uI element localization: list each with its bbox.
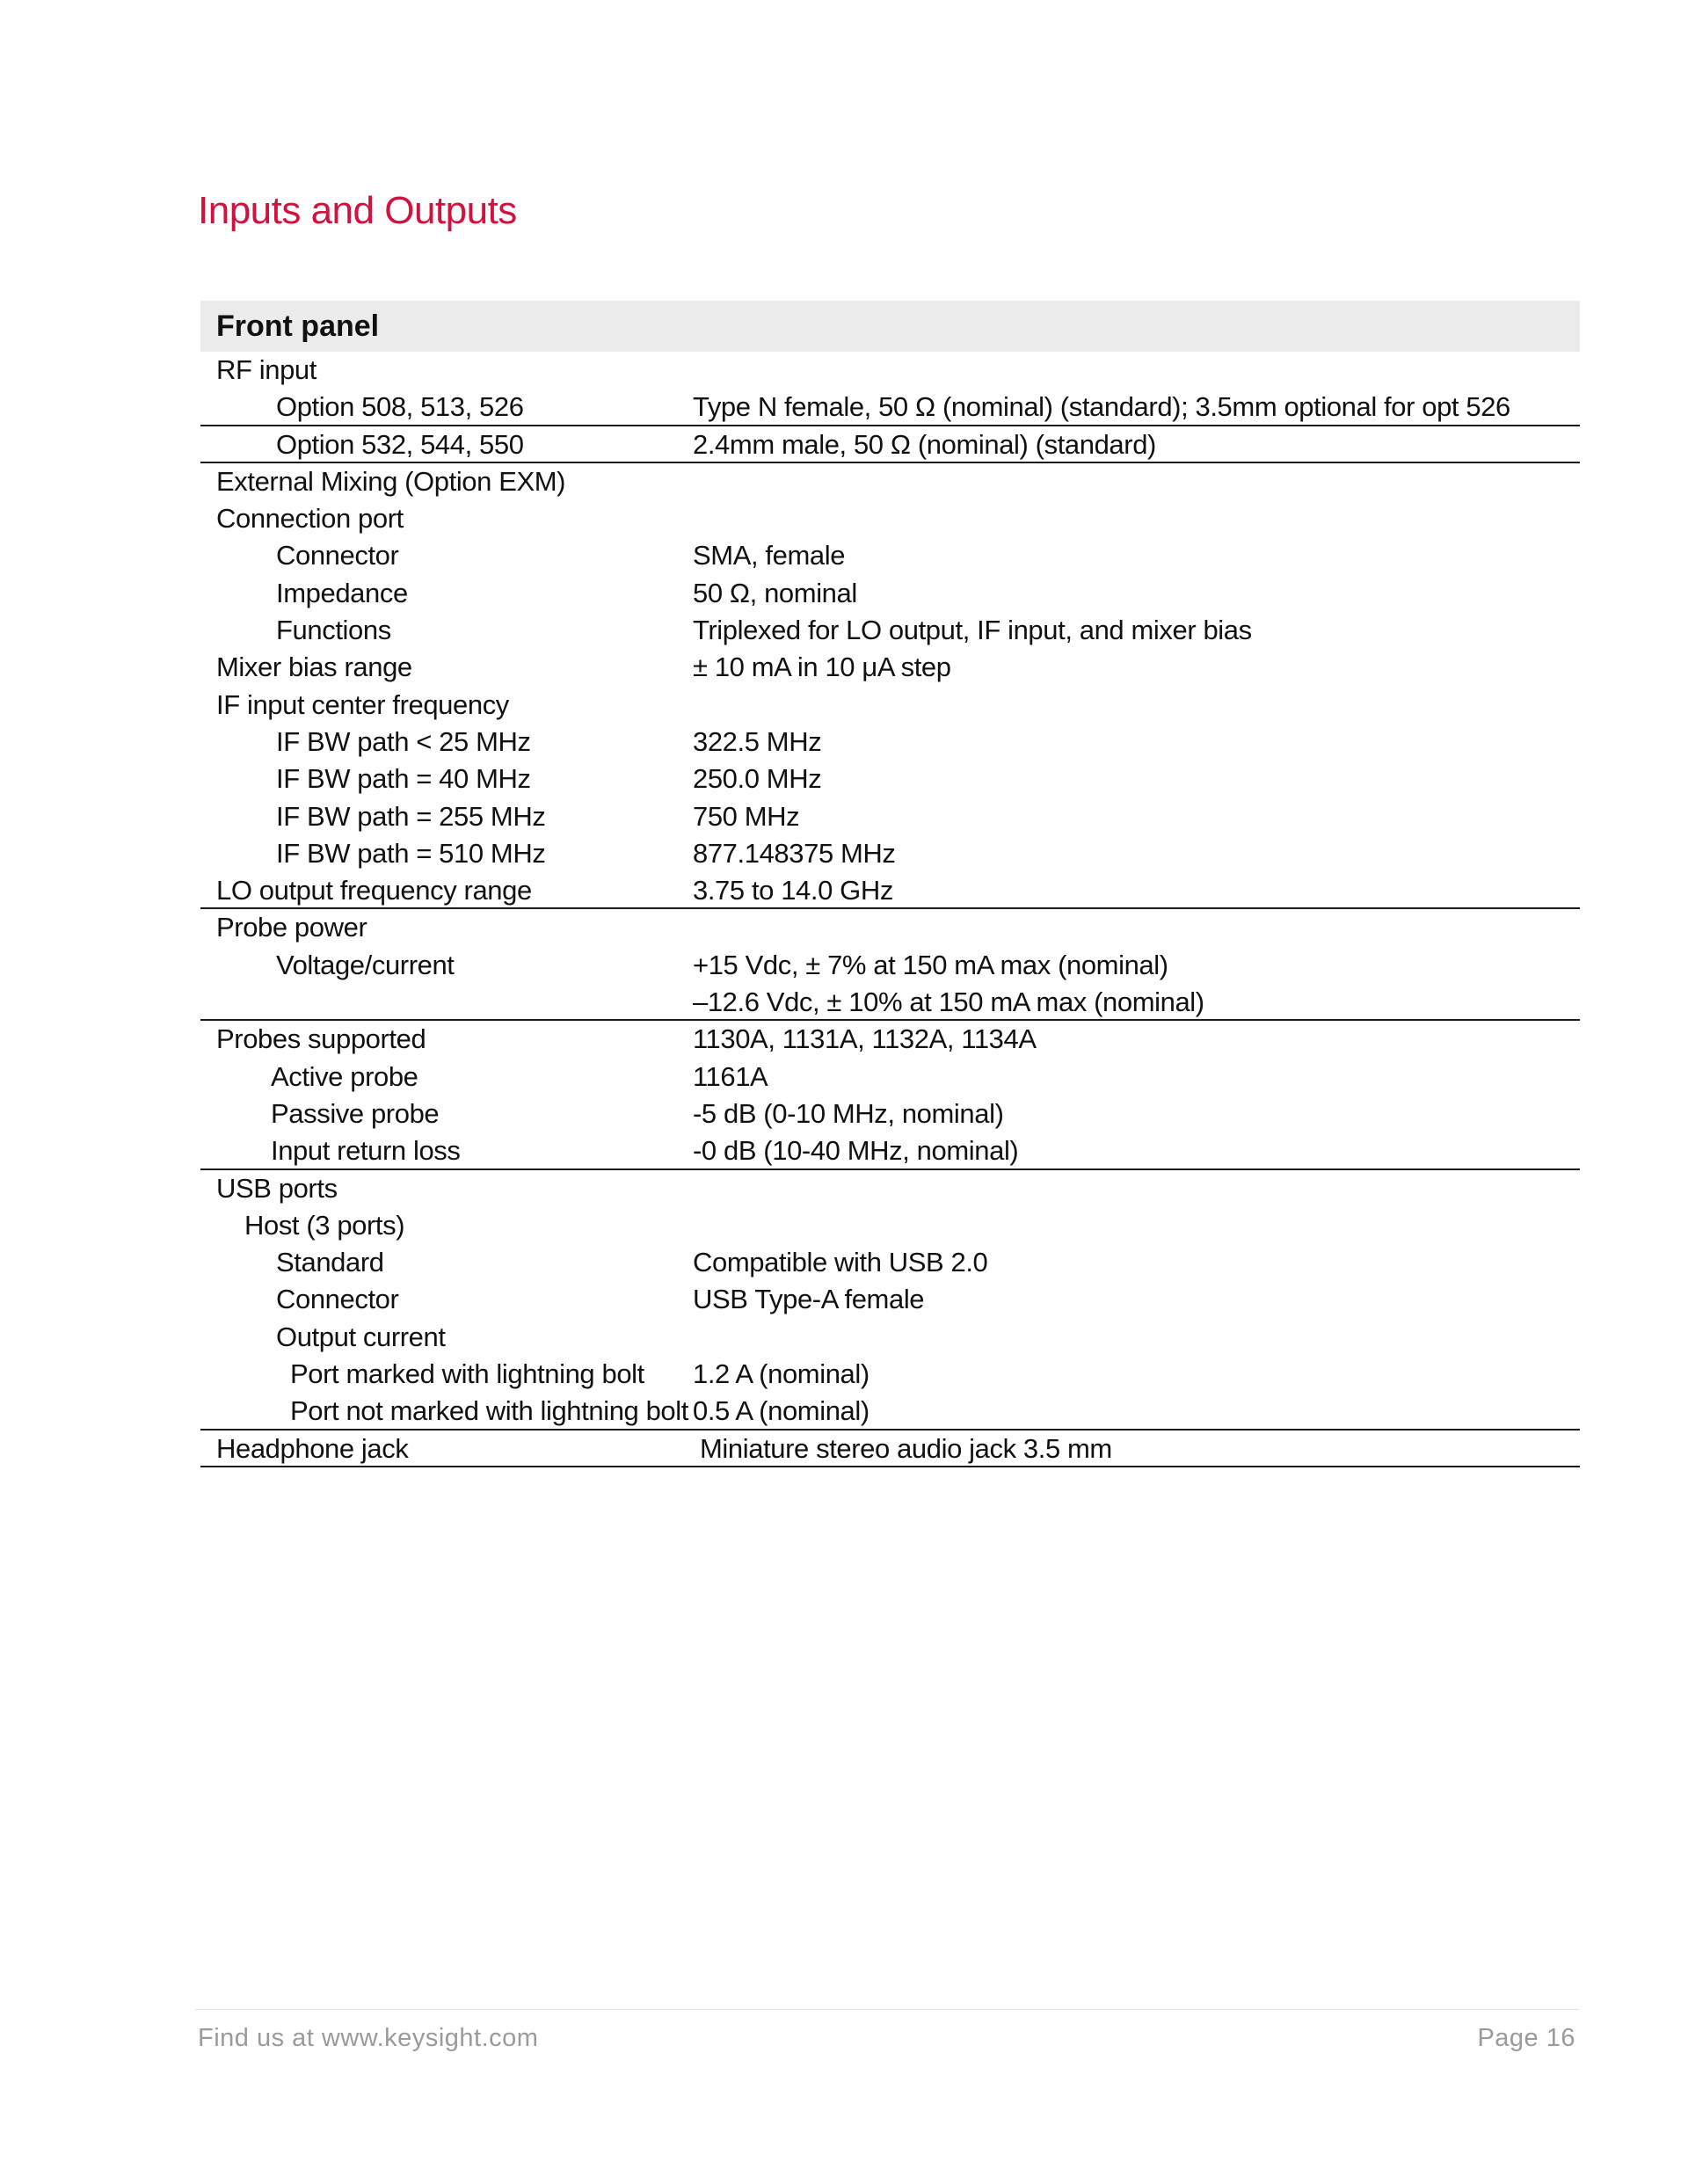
param-value: 1.2 A (nominal) — [693, 1358, 869, 1390]
param-value — [693, 909, 1580, 946]
table-row — [200, 687, 1580, 724]
param-label: Connector — [276, 1284, 399, 1315]
param-label: Option 508, 513, 526 — [276, 391, 524, 423]
param-value: 750 MHz — [693, 800, 800, 832]
table-row — [200, 798, 1580, 835]
param-value: 0.5 A (nominal) — [693, 1395, 869, 1427]
param-value: SMA, female — [693, 540, 846, 571]
table-row — [200, 1393, 1580, 1430]
param-label: Probe power — [216, 912, 367, 943]
footer-website: Find us at www.keysight.com — [198, 2024, 539, 2052]
spec-table — [200, 301, 1580, 1467]
table-row — [200, 1059, 1580, 1096]
table-row — [200, 1207, 1580, 1244]
param-value — [693, 500, 1580, 537]
param-label: Probes supported — [216, 1023, 426, 1055]
table-row — [200, 872, 1580, 909]
table-row — [200, 389, 1580, 426]
param-value: ± 10 mA in 10 μA step — [693, 652, 951, 683]
param-value: 3.75 to 14.0 GHz — [693, 875, 893, 906]
table-row — [200, 463, 1580, 500]
param-value: Miniature stereo audio jack 3.5 mm — [700, 1432, 1112, 1464]
param-value: -5 dB (0-10 MHz, nominal) — [693, 1097, 1004, 1129]
table-row — [200, 1431, 1580, 1467]
param-label: Mixer bias range — [216, 652, 412, 683]
param-label: LO output frequency range — [216, 875, 532, 906]
param-label: Headphone jack — [216, 1432, 409, 1464]
param-label: Active probe — [271, 1060, 418, 1092]
table-row — [200, 612, 1580, 649]
param-label: RF input — [216, 354, 316, 385]
param-value: +15 Vdc, ± 7% at 150 mA max (nominal) — [693, 949, 1168, 980]
param-value: -0 dB (10-40 MHz, nominal) — [693, 1135, 1019, 1167]
param-label: Connection port — [216, 503, 404, 535]
param-label: Connector — [276, 540, 399, 571]
param-label: Passive probe — [271, 1097, 440, 1129]
section-header: Front panel — [200, 301, 1580, 352]
param-value — [693, 1319, 1580, 1356]
param-value: Type N female, 50 Ω (nominal) (standard); 3.5mm optional for opt 526 — [693, 391, 1510, 423]
table-row — [200, 426, 1580, 463]
table-row — [200, 1244, 1580, 1281]
table-row — [200, 1356, 1580, 1393]
param-label: Output current — [276, 1321, 446, 1352]
table-row — [200, 1021, 1580, 1058]
table-row — [200, 537, 1580, 574]
param-label: IF BW path < 25 MHz — [276, 725, 531, 757]
param-label: IF BW path = 510 MHz — [276, 837, 546, 869]
param-value: 322.5 MHz — [693, 725, 822, 757]
param-value: 1130A, 1131A, 1132A, 1134A — [693, 1023, 1037, 1055]
table-row — [200, 1096, 1580, 1132]
param-label: USB ports — [216, 1172, 338, 1204]
table-row — [200, 761, 1580, 797]
param-label: Port marked with lightning bolt — [290, 1358, 644, 1390]
param-value: 877.148375 MHz — [693, 837, 896, 869]
param-label: Impedance — [276, 577, 408, 608]
param-label: IF BW path = 40 MHz — [276, 763, 531, 795]
param-value: USB Type-A female — [693, 1284, 925, 1315]
table-row — [200, 1132, 1580, 1169]
table-row — [200, 1170, 1580, 1207]
param-label: Option 532, 544, 550 — [276, 428, 524, 460]
table-row — [200, 649, 1580, 686]
param-label: External Mixing (Option EXM) — [216, 465, 566, 497]
page-title: Inputs and Outputs — [198, 189, 517, 232]
table-row — [200, 984, 1580, 1021]
param-label: Input return loss — [271, 1135, 461, 1167]
table-row — [200, 835, 1580, 872]
table-row — [200, 352, 1580, 389]
param-value — [693, 352, 1580, 389]
param-value — [693, 463, 1580, 500]
param-label: Functions — [276, 615, 391, 646]
param-value: –12.6 Vdc, ± 10% at 150 mA max (nominal) — [693, 986, 1204, 1018]
param-label: IF BW path = 255 MHz — [276, 800, 546, 832]
table-row — [200, 1319, 1580, 1356]
param-value: 250.0 MHz — [693, 763, 822, 795]
table-row — [200, 909, 1580, 946]
param-value: 1161A — [693, 1060, 768, 1092]
param-value: 50 Ω, nominal — [693, 577, 857, 608]
footer-divider — [195, 2009, 1579, 2010]
param-label: Standard — [276, 1247, 384, 1278]
param-label: Host (3 ports) — [244, 1209, 405, 1241]
param-value: Compatible with USB 2.0 — [693, 1247, 988, 1278]
param-label — [200, 984, 693, 1019]
param-value: 2.4mm male, 50 Ω (nominal) (standard) — [693, 428, 1156, 460]
table-row — [200, 1281, 1580, 1318]
table-row — [200, 947, 1580, 984]
param-label: Port not marked with lightning bolt — [290, 1395, 688, 1427]
table-row — [200, 575, 1580, 612]
param-value — [693, 1170, 1580, 1207]
footer-page-number: Page 16 — [1477, 2024, 1575, 2052]
param-value — [693, 1207, 1580, 1244]
param-label: Voltage/current — [276, 949, 455, 980]
table-row — [200, 500, 1580, 537]
param-value: Triplexed for LO output, IF input, and mixer bias — [693, 615, 1252, 646]
param-label: IF input center frequency — [216, 688, 509, 720]
table-row — [200, 724, 1580, 761]
param-value — [693, 687, 1580, 724]
